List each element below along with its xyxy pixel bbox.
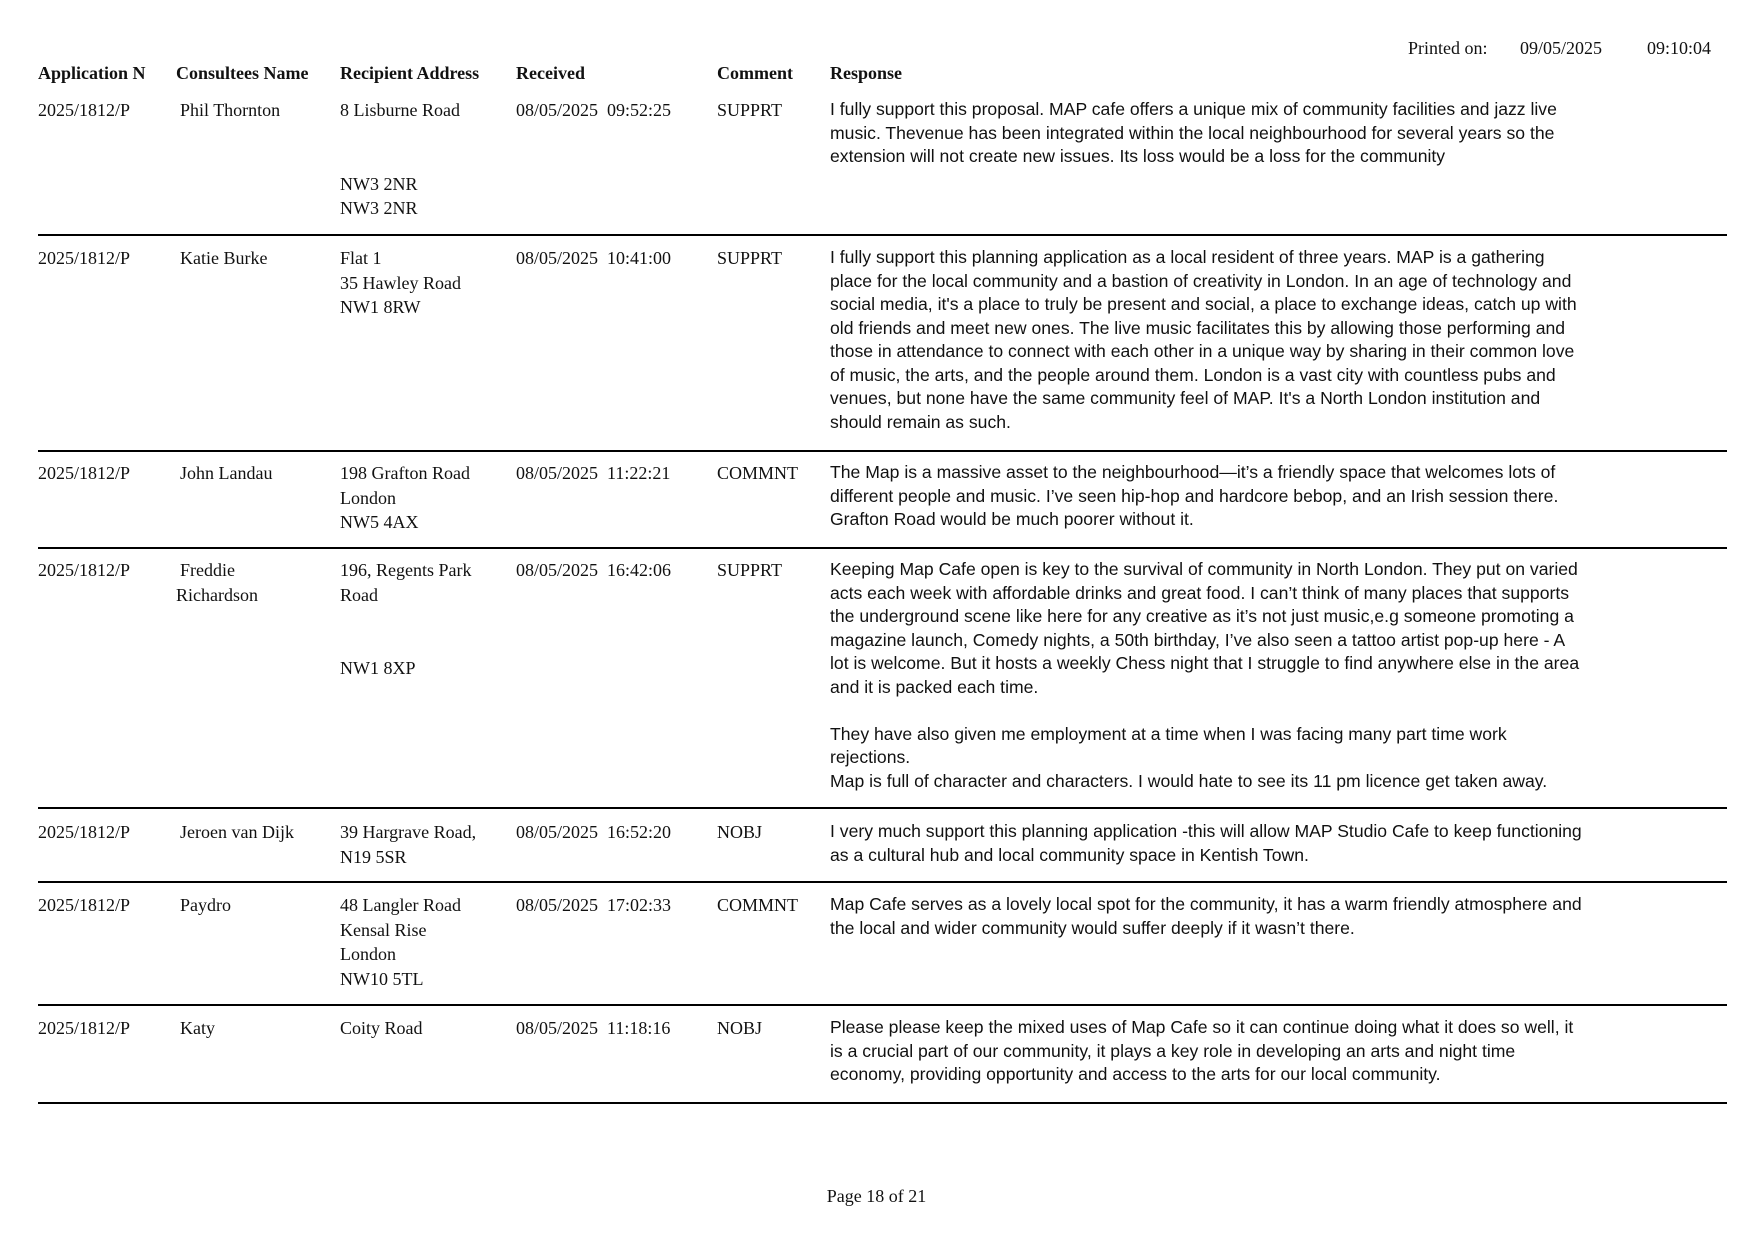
application-number: 2025/1812/P [38,100,131,120]
application-number: 2025/1812/P [38,248,131,268]
comment-type: NOBJ [717,1018,763,1038]
address-line: London [340,487,396,508]
received-datetime: 08/05/2025 16:42:06 [516,560,672,580]
received-datetime: 08/05/2025 17:02:33 [516,895,672,915]
recipient-address [340,98,500,221]
address-line: NW1 8RW [340,297,421,317]
response-line: of music, the arts, and the people around them. London is a vast city with countless pubs and [830,364,1556,385]
address-line: Kensal Rise [340,919,427,940]
table-row [38,820,1727,883]
response-text [830,893,1680,940]
address-line: Flat 1 [340,248,382,268]
consultee-name [176,558,326,607]
response-line: old friends and meet new ones. The live music facilitates this by allowing those performing and [830,317,1566,338]
response-line: Please please keep the mixed uses of Map Cafe so it can continue doing what it does so well, it [830,1017,1574,1037]
address-line: NW3 2NR [340,173,418,194]
comment-type: NOBJ [717,822,763,842]
comment-type: SUPPRT [717,248,782,268]
recipient-address [340,893,500,991]
received-datetime: 08/05/2025 10:41:00 [516,248,672,268]
response-line: different people and music. I’ve seen hip-hop and hardcore bebop, and an Irish session there. [830,485,1559,506]
row-divider [38,234,1727,236]
application-number: 2025/1812/P [38,822,131,842]
response-line: I very much support this planning application -this will allow MAP Studio Cafe to keep functioning [830,821,1582,841]
response-line: I fully support this planning application as a local resident of three years. MAP is a gathering [830,247,1545,267]
address-line: 39 Hargrave Road, [340,822,477,842]
comment-type: SUPPRT [717,100,782,120]
address-line: 196, Regents Park [340,560,472,580]
application-number: 2025/1812/P [38,895,131,915]
printed-time: 09:10:04 [1647,38,1712,58]
row-divider [38,807,1727,809]
response-line: economy, providing opportunity and access to the arts for our local community. [830,1064,1441,1084]
received-datetime: 08/05/2025 16:52:20 [516,822,672,842]
consultee-name: Jeroen van Dijk [180,822,294,842]
address-line: 35 Hawley Road [340,272,461,293]
printed-date: 09/05/2025 [1520,38,1603,58]
consultee-name: Katy [180,1018,215,1038]
table-row [38,1016,1727,1104]
row-divider [38,881,1727,883]
address-line: Road [340,584,378,605]
table-row [38,558,1727,809]
received-datetime: 08/05/2025 11:18:16 [516,1018,671,1038]
response-line: I fully support this proposal. MAP cafe offers a unique mix of community facilities and jazz live [830,99,1557,119]
address-line: 48 Langler Road [340,895,461,915]
consultee-name: John Landau [180,463,273,483]
application-number: 2025/1812/P [38,560,131,580]
address-line: 198 Grafton Road [340,463,470,483]
recipient-address [340,461,500,535]
address-line: NW10 5TL [340,968,424,989]
response-line: lot is welcome. But it hosts a weekly Chess night that I struggle to find anywhere else in the area [830,653,1580,673]
comment-type: COMMNT [717,463,799,483]
application-number: 2025/1812/P [38,463,131,483]
printed-label: Printed on: [1408,38,1488,58]
address-line: London [340,944,396,964]
recipient-address [340,1016,500,1041]
response-line: Map Cafe serves as a lovely local spot for the community, it has a warm friendly atmosphere and [830,894,1582,914]
response-text [830,820,1680,867]
row-divider [38,1102,1727,1104]
application-number: 2025/1812/P [38,1018,131,1038]
consultee-name-line: Richardson [176,584,258,605]
response-line: The Map is a massive asset to the neighbourhood—it’s a friendly space that welcomes lots of [830,462,1556,482]
response-line: and it is packed each time. [830,676,1039,697]
response-line: Map is full of character and characters. I would hate to see its 11 pm licence get taken away. [830,770,1548,791]
response-line: as a cultural hub and local community space in Kentish Town. [830,844,1309,865]
header-application: Application N [38,63,146,83]
response-text [830,98,1680,169]
header-consultee: Consultees Name [176,63,309,83]
response-line: acts each week with affordable drinks and great food. I can’t think of many places that supports [830,582,1570,603]
response-line: Keeping Map Cafe open is key to the survival of community in North London. They put on varied [830,559,1578,579]
address-line: NW5 4AX [340,512,419,532]
response-text [830,558,1680,793]
response-line: place for the local community and a bastion of creativity in London. In an age of technology and [830,270,1572,291]
address-line: 8 Lisburne Road [340,100,460,120]
address-line: NW3 2NR [340,198,418,218]
header-received: Received [516,63,585,83]
table-row [38,461,1727,549]
recipient-address [340,558,500,681]
response-line: the underground scene like here for any creative as it’s not just music,e.g someone promoting a [830,606,1574,626]
row-divider [38,1004,1727,1006]
response-line: music. Thevenue has been integrated within the local neighbourhood for several years so the [830,122,1555,143]
response-line: the local and wider community would suffer deeply if it wasn’t there. [830,917,1355,938]
received-datetime: 08/05/2025 09:52:25 [516,100,672,120]
response-text [830,461,1680,532]
comment-type: COMMNT [717,895,799,915]
response-line: rejections. [830,747,911,767]
consultee-name: Phil Thornton [180,100,281,120]
table-row [38,246,1727,452]
address-line: NW1 8XP [340,658,416,678]
response-text [830,246,1680,434]
address-line: Coity Road [340,1018,423,1038]
table-row [38,893,1727,1006]
response-line: Grafton Road would be much poorer without it. [830,509,1194,529]
recipient-address [340,820,500,869]
received-datetime: 08/05/2025 11:22:21 [516,463,671,483]
recipient-address [340,246,500,320]
response-line: extension will not create new issues. Its loss would be a loss for the community [830,146,1446,166]
table-row [38,98,1727,236]
response-line: They have also given me employment at a time when I was facing many part time work [830,723,1507,744]
page-number: Page 18 of 21 [826,1186,927,1206]
response-line: should remain as such. [830,411,1011,432]
address-line: N19 5SR [340,846,407,867]
header-address: Recipient Address [340,63,480,83]
response-text [830,1016,1680,1087]
consultee-name: Paydro [180,895,231,915]
header-response: Response [830,63,903,83]
response-line: magazine launch, Comedy nights, a 50th birthday, I’ve also seen a tattoo artist pop-up here - A [830,629,1566,650]
comment-type: SUPPRT [717,560,782,580]
response-line: is a crucial part of our community, it plays a key role in developing an arts and night time [830,1040,1516,1061]
consultee-name: Katie Burke [180,248,268,268]
row-divider [38,547,1727,549]
response-line: those in attendance to connect with each other in a unique way by sharing in their common love [830,341,1575,361]
row-divider [38,450,1727,452]
consultee-name-line: Freddie [180,560,235,580]
response-line: venues, but none have the same community feel of MAP. It's a North London institution and [830,388,1541,408]
response-line: social media, it's a place to truly be present and social, a place to exchange ideas, catch up with [830,294,1577,314]
header-comment: Comment [717,63,793,83]
